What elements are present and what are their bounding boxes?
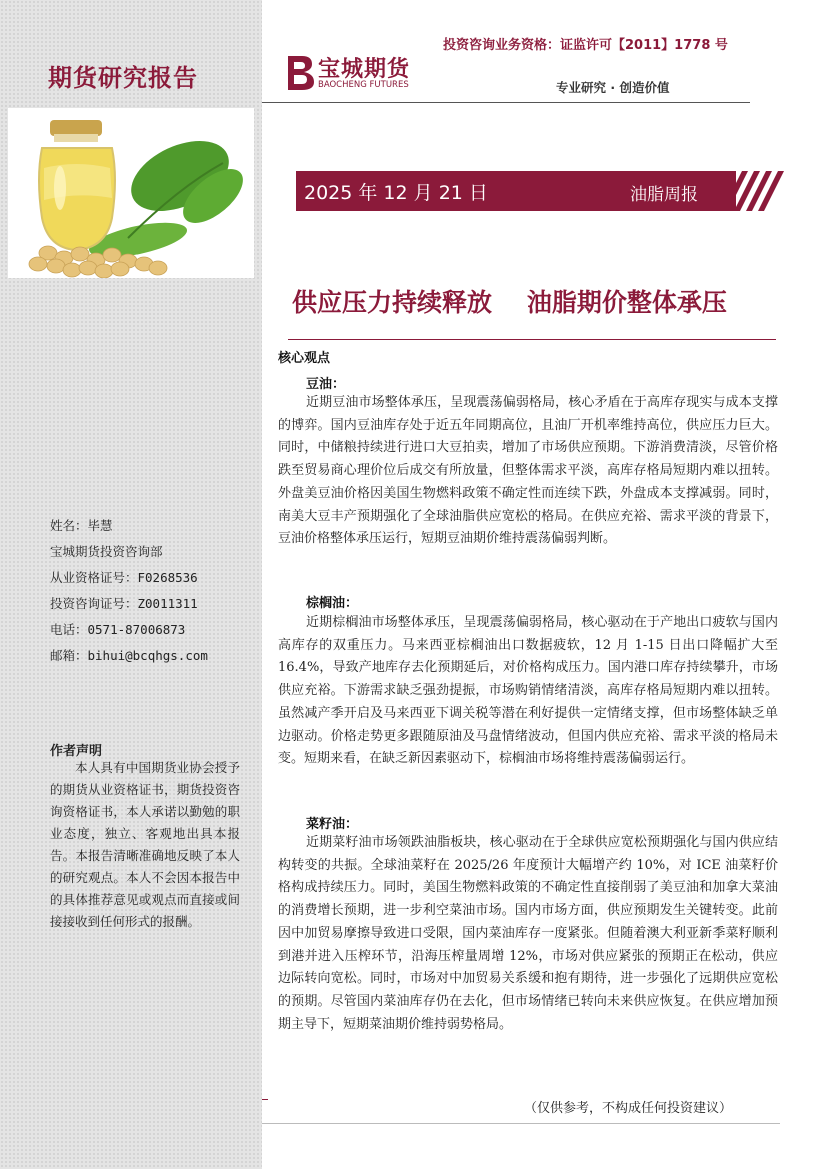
soybean-oil-photo [8, 108, 254, 278]
oil-jar-illustration [8, 108, 254, 278]
author-name: 姓名：毕慧 [50, 518, 113, 533]
soybean-oil-title: 豆油： [306, 377, 346, 392]
author-statement-text: 本人具有中国期货业协会授予的期货从业资格证书，期货投资咨询资格证书，本人承诺以勤勉的职业态度，独立、客观地出具本报告。本报告清晰准确地反映了本人的研究观点。本人不会因本报告中的具体推荐意见或观点而直接或间接接收到任何形式的报酬。 [50, 760, 240, 929]
author-department: 宝城期货投资咨询部 [50, 544, 163, 559]
logo-mark-icon [282, 52, 316, 92]
slogan: 专业研究 · 创造价值 [556, 80, 670, 95]
core-views-title: 核心观点 [278, 351, 331, 366]
author-phone: 电话：0571-87006873 [50, 622, 186, 637]
disclaimer: （仅供参考，不构成任何投资建议） [524, 1101, 733, 1116]
palm-oil-title: 棕榈油： [306, 596, 359, 611]
headline-divider [288, 339, 776, 340]
author-email: 邮箱：bihui@bcqhgs.com [50, 648, 208, 663]
author-license-number: 从业资格证号：F0268536 [50, 570, 198, 585]
rapeseed-oil-text: 近期菜籽油市场领跌油脂板块，核心驱动在于全球供应宽松预期强化与国内供应结构转变的共振。全球油菜籽在 2025/26 年度预计大幅增产约 10%，对 ICE 油菜籽价格构成持续压力。同时，美国生物燃料政策的不确定性直接削弱了美豆油和加拿大菜油的消费增长预期，进一步利空菜油市场。国内市场方面，供应预期发生关键转变。此前因中加贸易摩擦导致进口受限，国内菜油库存一度紧张。但随着澳大利亚新季菜籽顺利到港并进入压榨环节，沿海压榨量周增 12%，市场对供应紧张的预期正在松动，供应边际转向宽松。同时，市场对中加贸易关系缓和抱有期待，进一步强化了远期供应宽松的预期。尽管国内菜油库存仍在去化，但市场情绪已转向未来供应恢复。在供应增加预期主导下，短期菜油期价维持弱势格局。 [278, 835, 778, 1032]
report-headline: 供应压力持续释放 油脂期价整体承压 [292, 288, 727, 317]
logo-chinese-name: 宝城期货 [318, 57, 411, 82]
report-date: 2025 年 12 月 21 日 [304, 182, 488, 204]
soybean-oil-text: 近期豆油市场整体承压，呈现震荡偏弱格局，核心矛盾在于高库存现实与成本支撑的博弈。国内豆油库存处于近五年同期高位，且油厂开机率维持高位，供应压力巨大。同时，中储粮持续进行进口大豆拍卖，增加了市场供应预期。下游消费清淡，尽管价格跌至贸易商心理价位后成交有所放量，但整体需求平淡，高库存格局短期内难以扭转。外盘美豆油价格因美国生物燃料政策不确定性而连续下跌，外盘成本支撑减弱。同时，南美大豆丰产预期强化了全球油脂供应宽松的格局。在供应充裕、需求平淡的背景下，豆油价格整体承压运行，短期豆油期价维持震荡偏弱判断。 [278, 395, 778, 547]
bottom-marker [262, 1099, 268, 1100]
rapeseed-oil-title: 菜籽油： [306, 817, 359, 832]
qualification-notice: 投资咨询业务资格：证监许可【2011】1778 号 [443, 38, 728, 53]
logo-english-name: BAOCHENG FUTURES [318, 80, 409, 90]
footer-divider [262, 1123, 780, 1124]
header-divider [262, 102, 750, 103]
author-info [50, 513, 260, 669]
report-kind: 油脂周报 [630, 185, 698, 205]
palm-oil-text: 近期棕榈油市场整体承压，呈现震荡偏弱格局，核心驱动在于产地出口疲软与国内高库存的双重压力。马来西亚棕榈油出口数据疲软，12 月 1-15 日出口降幅扩大至 16.4%，导致产地库存去化预期延后，对价格构成压力。国内港口库存持续攀升，市场供应充裕。下游需求缺乏强劲提振，市场购销情绪清淡，高库存格局短期内难以扭转。虽然减产季开启及马来西亚下调关税等潜在利好提供一定情绪支撑，但市场整体缺乏单边驱动。价格走势更多跟随原油及马盘情绪波动，但国内供应充裕、需求平淡的格局未变。短期来看，在缺乏新因素驱动下，棕榈油市场将维持震荡偏弱运行。 [278, 615, 778, 767]
report-type-title: 期货研究报告 [48, 64, 198, 92]
company-logo [282, 52, 442, 94]
author-statement-title: 作者声明 [50, 744, 103, 759]
author-advisory-number: 投资咨询证号：Z0011311 [50, 596, 198, 611]
banner-stripes-decoration [716, 171, 786, 211]
